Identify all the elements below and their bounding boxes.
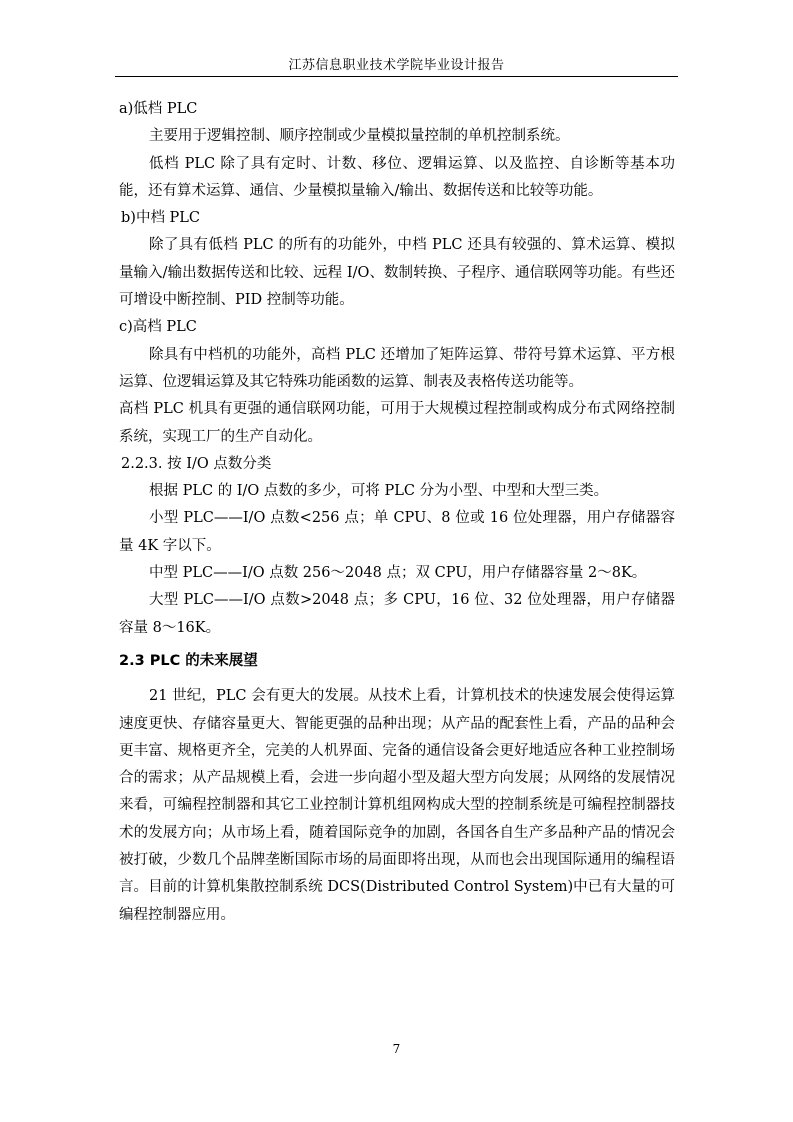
document-body (119, 96, 675, 929)
paragraph: 除了具有低档 PLC 的所有的功能外，中档 PLC 还具有较强的、算术运算、模拟量输入/输出数据传送和比较、远程 I/O、数制转换、子程序、通信联网等功能。有些还可增设中断控制、PID 控制等功能。 (119, 237, 675, 309)
paragraph: 主要用于逻辑控制、顺序控制或少量模拟量控制的单机控制系统。 (149, 128, 570, 145)
paragraph: 低档 PLC 除了具有定时、计数、移位、逻辑运算、以及监控、自诊断等基本功能，还有算术运算、通信、少量模拟量输入/输出、数据传送和比较等功能。 (119, 155, 675, 199)
paragraph: 小型 PLC——I/O 点数<256 点；单 CPU、8 位或 16 位处理器，用户存储器容量 4K 字以下。 (119, 510, 675, 554)
heading-mid-range-plc: b)中档 PLC (121, 210, 201, 227)
heading-2-3: 2.3 PLC 的未来展望 (119, 652, 258, 669)
page-header: 江苏信息职业技术学院毕业设计报告 (288, 58, 505, 73)
paragraph: 大型 PLC——I/O 点数>2048 点；多 CPU，16 位、32 位处理器，用户存储器容量 8～16K。 (119, 592, 675, 636)
heading-low-end-plc: a)低档 PLC (119, 101, 198, 117)
paragraph: 中型 PLC——I/O 点数 256～2048 点；双 CPU，用户存储器容量 2～8K。 (149, 565, 647, 582)
paragraph: 21 世纪，PLC 会有更大的发展。从技术上看，计算机技术的快速发展会使得运算速度更快、存储容量更大、智能更强的品种出现；从产品的配套性上看，产品的品种会更丰富、规格更齐全，完美的人机界面、完备的通信设备会更好地适应各种工业控制场合的需求；从产品规模上看，会进一步向超小型及超大型方向发展；从网络的发展情况来看，可编程控制器和其它工业控制计算机组网构成大型的控制系统是可编程控制器技术的发展方向；从市场上看，随着国际竞争的加剧，各国各自生产多品种产品的情况会被打破，少数几个品牌垄断国际市场的局面即将出现，从而也会出现国际通用的编程语言。目前的计算机集散控制系统 DCS(Distributed Control System)中已有大量的可编程控制器应用。 (119, 688, 675, 923)
heading-high-end-plc: c)高档 PLC (119, 319, 197, 336)
paragraph: 高档 PLC 机具有更强的通信联网功能，可用于大规模过程控制或构成分布式网络控制系统，实现工厂的生产自动化。 (119, 401, 675, 445)
paragraph: 除具有中档机的功能外，高档 PLC 还增加了矩阵运算、带符号算术运算、平方根运算、位逻辑运算及其它特殊功能函数的运算、制表及表格传送功能等。 (119, 346, 675, 390)
page-number: 7 (392, 1042, 401, 1056)
heading-2-2-3: 2.2.3. 按 I/O 点数分类 (121, 455, 272, 472)
paragraph: 根据 PLC 的 I/O 点数的多少，可将 PLC 分为小型、中型和大型三类。 (149, 483, 609, 500)
header-rule (115, 76, 678, 77)
